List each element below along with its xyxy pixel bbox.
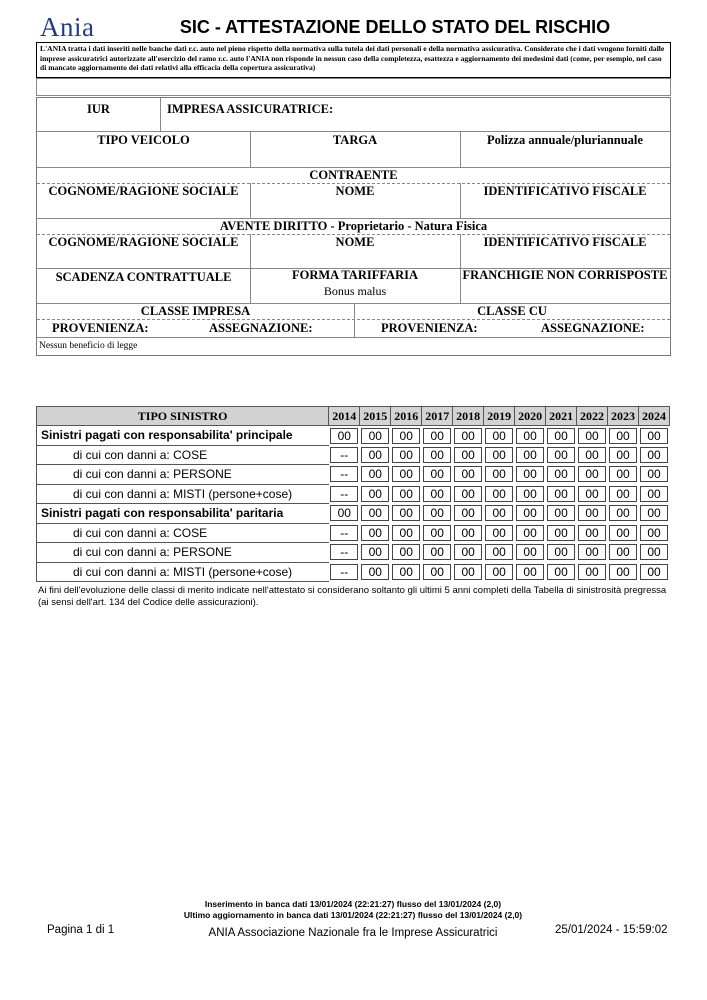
claim-value-cell [484, 562, 515, 582]
claim-value: 00 [578, 466, 606, 482]
claim-value-cell [546, 484, 577, 504]
page-number: Pagina 1 di 1 [47, 924, 115, 936]
association-name: ANIA Associazione Nazionale fra le Imprese Assicuratrici [208, 927, 498, 939]
nome-label-2: NOME [335, 235, 375, 249]
claim-value-cell [329, 484, 360, 504]
claim-value: 00 [516, 466, 544, 482]
avente-diritto-label: AVENTE DIRITTO - Proprietario - Natura Fisica [219, 219, 488, 233]
claim-value: 00 [578, 525, 606, 541]
id-fiscale-label-2: IDENTIFICATIVO FISCALE [483, 235, 647, 249]
claim-value-cell [391, 562, 422, 582]
claim-value-cell [484, 523, 515, 543]
claim-type-label: Sinistri pagati con responsabilita' paritaria [37, 504, 329, 524]
claim-value-cell [453, 523, 484, 543]
blank-box [36, 78, 671, 96]
claims-table [36, 406, 670, 582]
claim-value: 00 [640, 486, 668, 502]
assegnazione-label-2: ASSEGNAZIONE: [541, 321, 645, 335]
claim-value-cell [329, 543, 360, 563]
claim-value: 00 [578, 486, 606, 502]
claim-value-cell [422, 445, 453, 465]
claims-row [37, 484, 670, 504]
claim-value-cell [453, 562, 484, 582]
claim-value: 00 [330, 505, 358, 521]
claim-value-cell [639, 523, 670, 543]
claim-value-cell [360, 562, 391, 582]
claim-value-cell [391, 504, 422, 524]
claims-row [37, 543, 670, 563]
classe-impresa-label: CLASSE IMPRESA [140, 304, 251, 318]
claims-row [37, 523, 670, 543]
form-frame [36, 97, 671, 356]
claim-value-cell [639, 465, 670, 485]
claim-value-cell [515, 504, 546, 524]
claim-value-cell [484, 465, 515, 485]
claim-value-cell [608, 445, 639, 465]
claim-value-cell [608, 484, 639, 504]
claim-value-cell [608, 426, 639, 446]
claim-value: 00 [547, 466, 575, 482]
claim-value-cell [608, 562, 639, 582]
claim-value: 00 [423, 525, 451, 541]
claim-type-label: di cui con danni a: COSE [37, 445, 329, 465]
claim-value-cell [484, 484, 515, 504]
claim-value: 00 [516, 486, 544, 502]
update-line: Ultimo aggiornamento in banca dati 13/01/2024 (22:21:27) flusso del 13/01/2024 (2,0) [183, 910, 523, 920]
claim-value-cell [546, 562, 577, 582]
tipo-veicolo-label: TIPO VEICOLO [97, 133, 190, 147]
claim-value: 00 [392, 505, 420, 521]
claim-value-cell [391, 523, 422, 543]
claim-value-cell [422, 543, 453, 563]
cognome-label-2: COGNOME/RAGIONE SOCIALE [48, 235, 239, 249]
claim-value: 00 [485, 525, 513, 541]
claim-value: 00 [547, 564, 575, 580]
claim-value-cell [453, 484, 484, 504]
claim-value-cell [484, 426, 515, 446]
claim-value-cell [453, 504, 484, 524]
claim-value-cell [453, 543, 484, 563]
claim-value-cell [577, 426, 608, 446]
claim-value: 00 [330, 428, 358, 444]
claim-value: 00 [361, 466, 389, 482]
claim-value: 00 [609, 486, 637, 502]
claim-value: 00 [547, 428, 575, 444]
claim-value-cell [360, 465, 391, 485]
disclaimer-box: L'ANIA tratta i dati inseriti nelle banche dati r.c. auto nel pieno rispetto della normativa sulla tutela dei dati personali e della normativa assicurativa. Considerato che i dati vengono forniti dalle imprese assicuratrici autorizzate all'esercizio del ramo r.c. auto l'ANIA non risponde in nessun caso della completezza, esattezza e aggiornamento dei medesimi dati (come, per esempio, nel caso di mancato aggiornamento dei dati relativi alla efficacia della copertura assicurativa) [36, 42, 671, 78]
claim-value: 00 [485, 486, 513, 502]
claim-type-label: di cui con danni a: PERSONE [37, 543, 329, 563]
claims-row [37, 445, 670, 465]
id-fiscale-label-1: IDENTIFICATIVO FISCALE [483, 184, 647, 198]
claims-row [37, 426, 670, 446]
ania-logo: Ania [40, 12, 95, 42]
claim-value-cell [329, 445, 360, 465]
claim-type-label: di cui con danni a: PERSONE [37, 465, 329, 485]
claim-value-cell [608, 543, 639, 563]
claim-value-cell [515, 426, 546, 446]
claim-value: 00 [392, 466, 420, 482]
claim-value-cell [484, 543, 515, 563]
claim-value: 00 [609, 544, 637, 560]
claim-type-label: Sinistri pagati con responsabilita' principale [37, 426, 329, 446]
targa-label: TARGA [332, 133, 378, 147]
claim-value: 00 [516, 447, 544, 463]
provenienza-label-2: PROVENIENZA: [381, 321, 478, 335]
claim-value-cell [577, 523, 608, 543]
provenienza-label-1: PROVENIENZA: [52, 321, 149, 335]
iur-label: IUR [87, 102, 110, 116]
claim-value: -- [330, 486, 358, 502]
claim-value-cell [515, 543, 546, 563]
claim-value-cell [422, 426, 453, 446]
claims-footnote: Ai fini dell'evoluzione delle classi di merito indicate nell'attestato si considerano soltanto gli ultimi 5 anni completi della Tabella di sinistrosità pregressa (ai sensi dell'art. 134 del Codice delle assicurazioni). [38, 585, 667, 608]
claims-row [37, 562, 670, 582]
year-header: 2021 [546, 407, 577, 426]
nome-label-1: NOME [335, 184, 375, 198]
claim-value: 00 [361, 544, 389, 560]
claim-value-cell [639, 484, 670, 504]
page-title: SIC - ATTESTAZIONE DELLO STATO DEL RISCHIO [179, 17, 611, 37]
claim-value: 00 [578, 505, 606, 521]
year-header: 2019 [484, 407, 515, 426]
year-header: 2020 [515, 407, 546, 426]
claim-value-cell [546, 465, 577, 485]
claim-value: 00 [547, 447, 575, 463]
cognome-label-1: COGNOME/RAGIONE SOCIALE [48, 184, 239, 198]
claim-value: 00 [485, 466, 513, 482]
year-header: 2024 [639, 407, 670, 426]
claim-value: 00 [640, 564, 668, 580]
insert-info [36, 899, 670, 921]
contraente-label: CONTRAENTE [309, 168, 398, 182]
claim-value-cell [360, 445, 391, 465]
claim-value: 00 [640, 525, 668, 541]
claim-value: 00 [609, 525, 637, 541]
claim-value: 00 [392, 525, 420, 541]
classe-cu-label: CLASSE CU [477, 304, 547, 318]
year-header: 2014 [329, 407, 360, 426]
claim-value: 00 [423, 486, 451, 502]
claim-value: 00 [640, 466, 668, 482]
claim-value-cell [360, 426, 391, 446]
claim-value-cell [391, 445, 422, 465]
claim-value: 00 [454, 466, 482, 482]
claim-value: 00 [392, 428, 420, 444]
claim-value-cell [453, 426, 484, 446]
claim-value: 00 [423, 466, 451, 482]
claim-value: 00 [578, 544, 606, 560]
claim-value: 00 [547, 544, 575, 560]
claim-value-cell [639, 445, 670, 465]
claim-value: 00 [485, 428, 513, 444]
claim-value: 00 [485, 544, 513, 560]
claim-value: 00 [485, 564, 513, 580]
claim-value: 00 [516, 564, 544, 580]
claim-value: 00 [423, 544, 451, 560]
claim-value-cell [391, 543, 422, 563]
claim-value-cell [422, 523, 453, 543]
claim-value-cell [484, 445, 515, 465]
claim-value: -- [330, 525, 358, 541]
claim-value-cell [515, 562, 546, 582]
claim-value: 00 [454, 544, 482, 560]
claim-type-label: di cui con danni a: MISTI (persone+cose) [37, 562, 329, 582]
claim-value: 00 [640, 447, 668, 463]
claim-value-cell [577, 562, 608, 582]
insert-line: Inserimento in banca dati 13/01/2024 (22:21:27) flusso del 13/01/2024 (2,0) [204, 899, 502, 909]
claim-value: 00 [423, 428, 451, 444]
claim-type-label: di cui con danni a: COSE [37, 523, 329, 543]
forma-tariffaria-label: FORMA TARIFFARIA [291, 268, 419, 282]
tipo-sinistro-header: TIPO SINISTRO [37, 407, 329, 426]
claim-value-cell [422, 484, 453, 504]
claim-value-cell [329, 523, 360, 543]
claim-value-cell [546, 543, 577, 563]
claim-value-cell [577, 445, 608, 465]
claim-value: 00 [423, 447, 451, 463]
claim-value-cell [639, 504, 670, 524]
claim-value: 00 [361, 486, 389, 502]
claim-value: -- [330, 447, 358, 463]
claim-value-cell [546, 426, 577, 446]
claim-value: 00 [547, 486, 575, 502]
claim-value-cell [360, 484, 391, 504]
claim-value: 00 [578, 564, 606, 580]
year-header: 2016 [391, 407, 422, 426]
claim-value-cell [453, 465, 484, 485]
claim-value-cell [329, 426, 360, 446]
franchigie-label: FRANCHIGIE NON CORRISPOSTE [462, 268, 668, 282]
claim-value-cell [608, 465, 639, 485]
claim-value-cell [639, 426, 670, 446]
claim-value: 00 [578, 447, 606, 463]
year-header: 2018 [453, 407, 484, 426]
claim-value: 00 [609, 466, 637, 482]
claim-value: 00 [423, 505, 451, 521]
claim-value: 00 [361, 525, 389, 541]
claim-value-cell [515, 484, 546, 504]
claim-value: 00 [392, 564, 420, 580]
claim-value-cell [484, 504, 515, 524]
claim-value: 00 [640, 544, 668, 560]
claim-value: 00 [454, 564, 482, 580]
claim-value: 00 [454, 428, 482, 444]
claim-value: 00 [485, 505, 513, 521]
claim-value: 00 [361, 447, 389, 463]
claim-value: 00 [547, 525, 575, 541]
claim-value-cell [329, 562, 360, 582]
claim-value-cell [422, 562, 453, 582]
claim-value: 00 [516, 428, 544, 444]
claim-value-cell [391, 426, 422, 446]
claim-value: 00 [609, 505, 637, 521]
note-text: Nessun beneficio di legge [39, 341, 138, 351]
year-header: 2017 [422, 407, 453, 426]
claim-value: 00 [640, 428, 668, 444]
claim-value: 00 [392, 447, 420, 463]
year-header: 2015 [360, 407, 391, 426]
claim-value-cell [453, 445, 484, 465]
claim-value: 00 [361, 428, 389, 444]
claim-value: 00 [454, 486, 482, 502]
claim-value: 00 [392, 486, 420, 502]
claim-value: -- [330, 466, 358, 482]
claim-value: 00 [516, 525, 544, 541]
claim-value: 00 [454, 447, 482, 463]
claim-value: 00 [640, 505, 668, 521]
claim-value-cell [546, 504, 577, 524]
claim-value-cell [546, 445, 577, 465]
claim-type-label: di cui con danni a: MISTI (persone+cose) [37, 484, 329, 504]
claim-value-cell [608, 504, 639, 524]
scadenza-label: SCADENZA CONTRATTUALE [55, 270, 232, 284]
forma-tariffaria-value: Bonus malus [323, 284, 387, 298]
polizza-label: Polizza annuale/pluriannuale [487, 133, 643, 147]
claim-value-cell [422, 465, 453, 485]
claim-value-cell [577, 484, 608, 504]
claim-value-cell [639, 562, 670, 582]
claim-value: 00 [609, 447, 637, 463]
year-header: 2023 [608, 407, 639, 426]
claim-value-cell [422, 504, 453, 524]
claims-row [37, 504, 670, 524]
claim-value-cell [577, 504, 608, 524]
claim-value: 00 [516, 544, 544, 560]
print-timestamp: 25/01/2024 - 15:59:02 [555, 924, 668, 936]
claim-value-cell [360, 523, 391, 543]
claim-value-cell [608, 523, 639, 543]
claim-value-cell [546, 523, 577, 543]
claim-value: 00 [423, 564, 451, 580]
claim-value-cell [360, 504, 391, 524]
claim-value: 00 [361, 505, 389, 521]
assegnazione-label-1: ASSEGNAZIONE: [209, 321, 313, 335]
claim-value-cell [639, 543, 670, 563]
year-header: 2022 [577, 407, 608, 426]
claim-value-cell [577, 543, 608, 563]
claim-value: 00 [485, 447, 513, 463]
claim-value-cell [515, 523, 546, 543]
claim-value: -- [330, 564, 358, 580]
claim-value: 00 [361, 564, 389, 580]
claim-value-cell [391, 484, 422, 504]
claim-value: 00 [516, 505, 544, 521]
claim-value-cell [515, 465, 546, 485]
claim-value-cell [515, 445, 546, 465]
claims-row [37, 465, 670, 485]
claim-value: -- [330, 544, 358, 560]
claim-value: 00 [454, 505, 482, 521]
claim-value: 00 [578, 428, 606, 444]
impresa-label: IMPRESA ASSICURATRICE: [167, 102, 334, 116]
claim-value-cell [329, 504, 360, 524]
claim-value-cell [391, 465, 422, 485]
claim-value: 00 [609, 564, 637, 580]
claim-value-cell [329, 465, 360, 485]
claim-value: 00 [547, 505, 575, 521]
claim-value: 00 [454, 525, 482, 541]
claim-value-cell [360, 543, 391, 563]
claim-value: 00 [609, 428, 637, 444]
claim-value-cell [577, 465, 608, 485]
claim-value: 00 [392, 544, 420, 560]
